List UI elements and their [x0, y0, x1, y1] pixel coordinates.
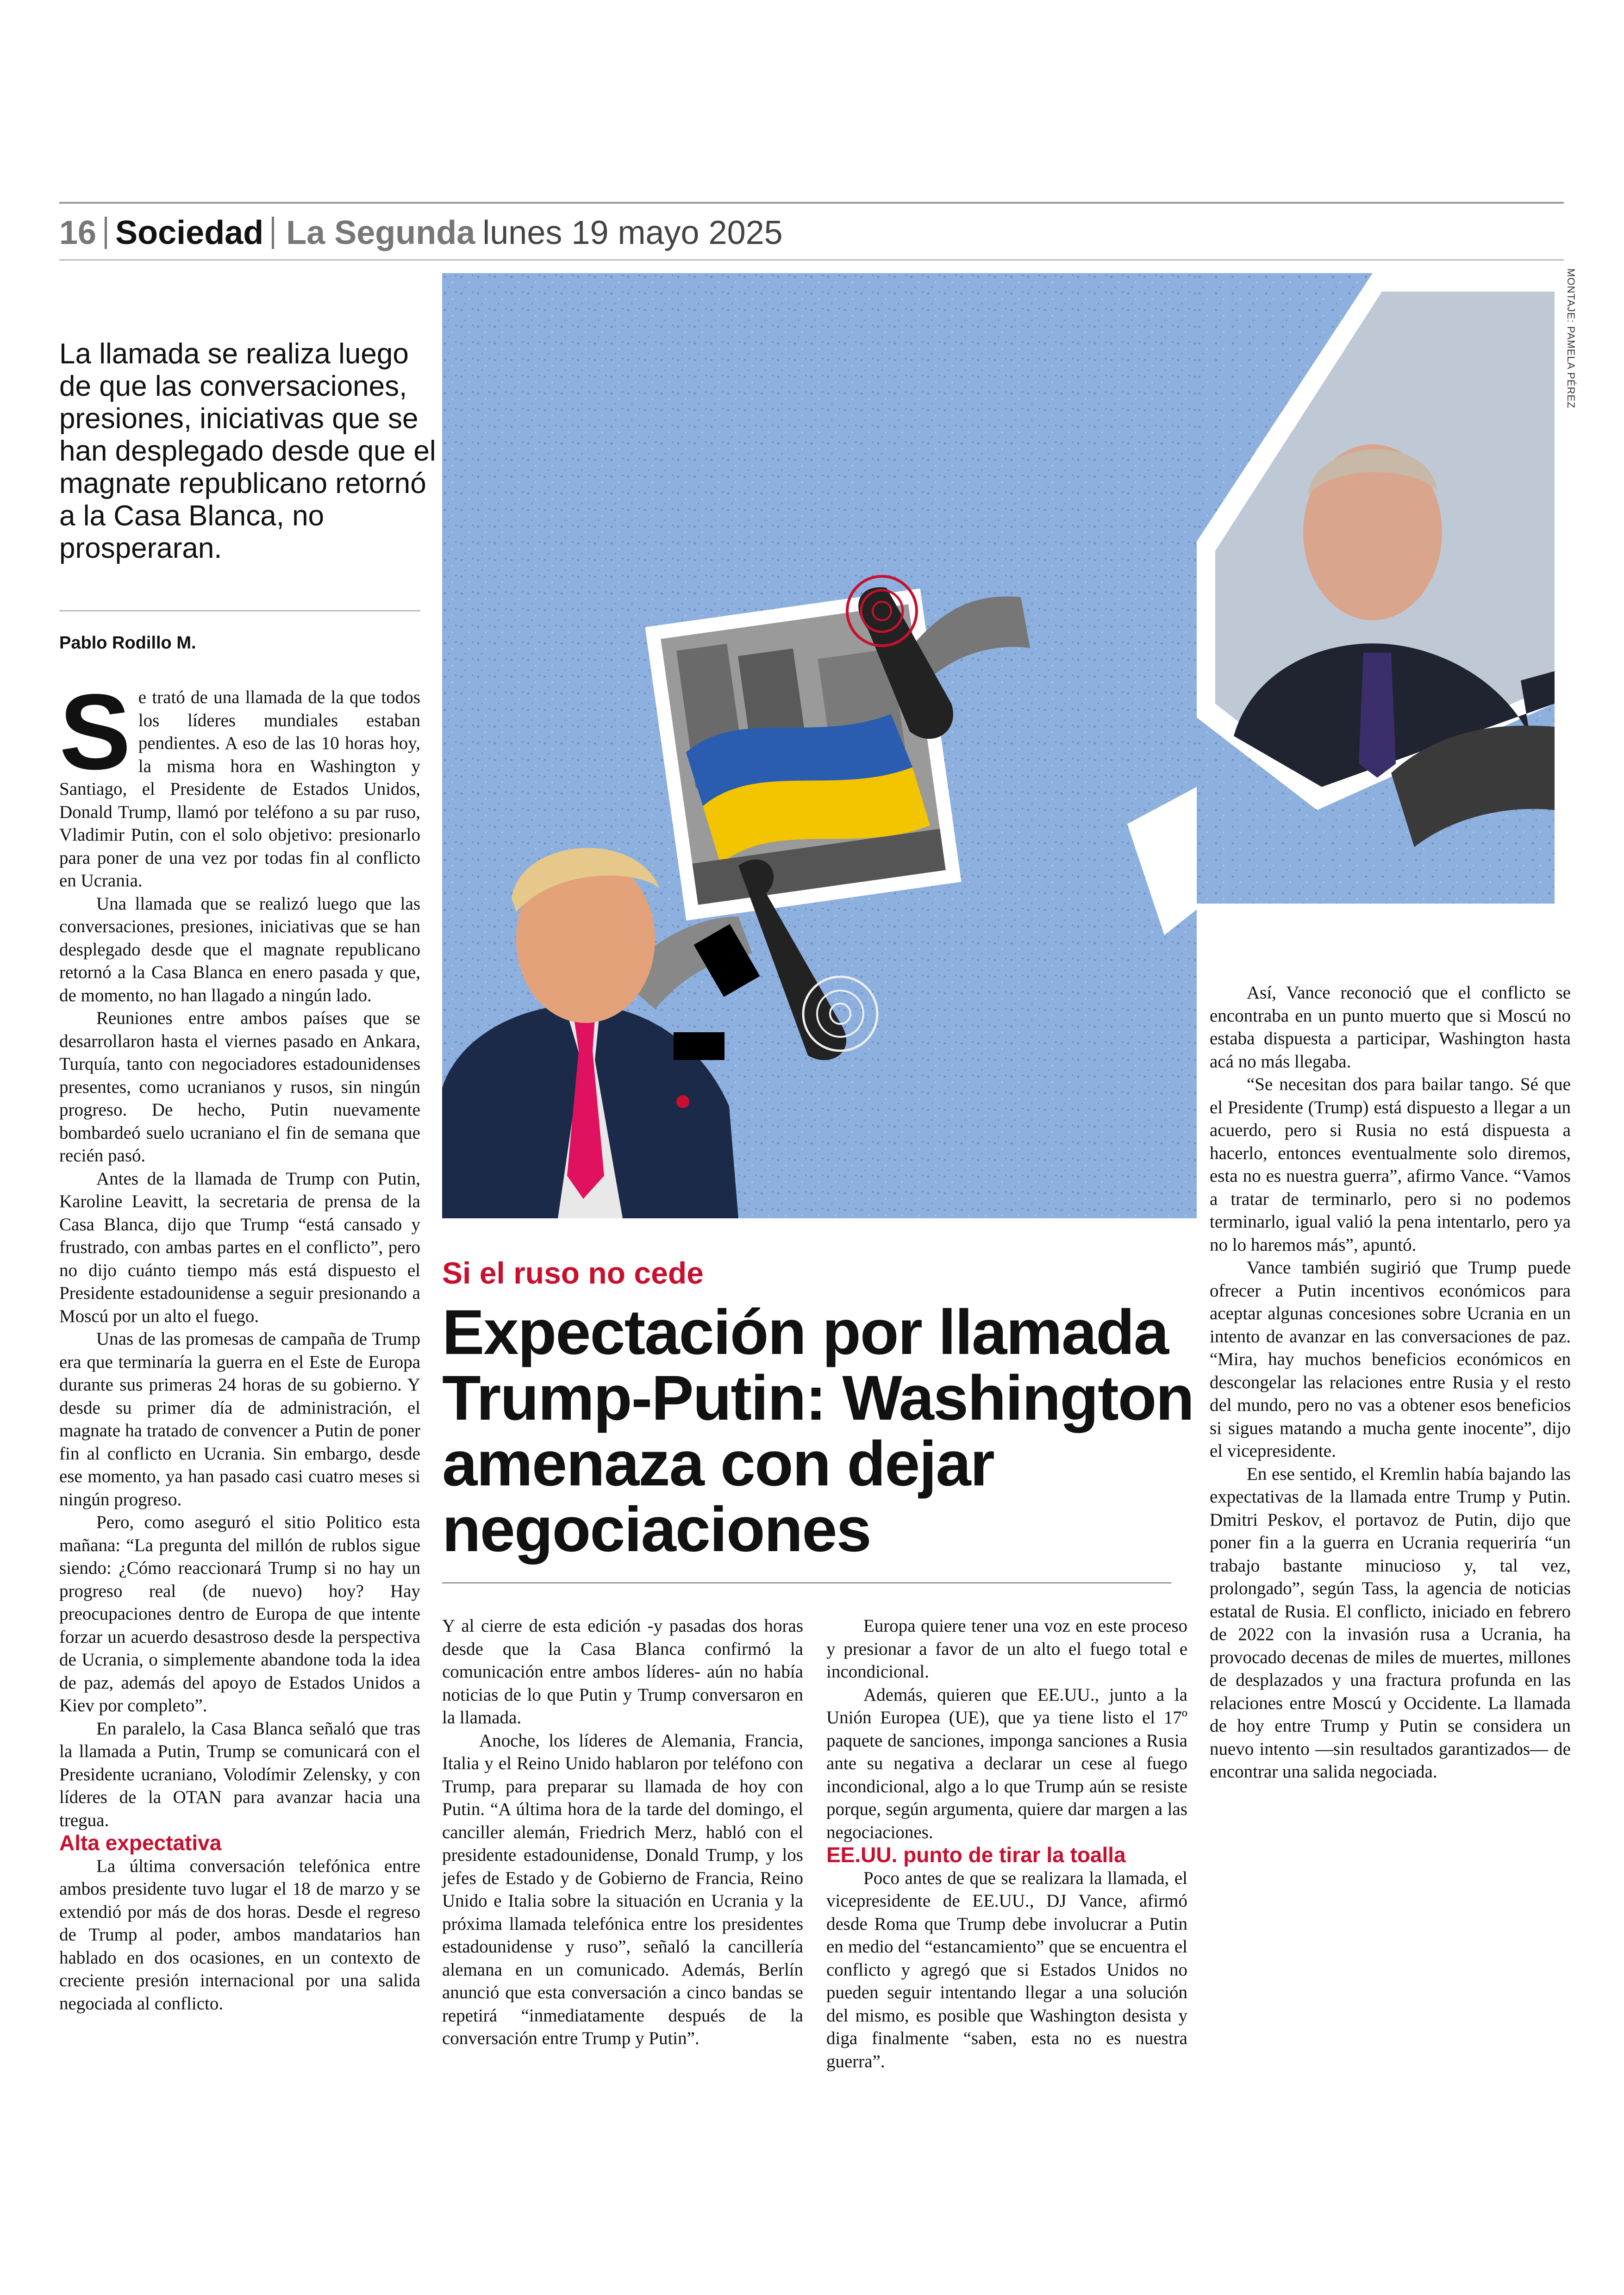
paragraph: Europa quiere tener una voz en este proceso y presionar a favor de un alto el fuego total e incondicional.: [826, 1616, 1187, 1682]
paragraph: Pero, como aseguró el sitio Politico esta mañana: “La pregunta del millón de rublos sigue siendo: ¿Cómo reaccionará Trump si no hay un progreso real (de nuevo) hoy? Hay preocupaciones dentro de Europa de que intente forzar un acuerdo desastroso desde la perspectiva de Ucrania, o simplemente abandone toda la idea de paz, además del apoyo de Estados Unidos a Kiev por completo”.: [59, 1512, 420, 1715]
page-number: 16: [59, 214, 97, 251]
article-column-4: [1210, 981, 1571, 1784]
paragraph: La última conversación telefónica entre ambos presidente tuvo lugar el 18 de marzo y se extendió por más de dos horas. Desde el regreso de Trump al poder, ambos mandatarios han hablado en dos ocasiones, en un contexto de creciente presión internacional por una salida negociada al conflicto.: [59, 1856, 420, 2014]
byline: Pablo Rodillo M.: [59, 633, 196, 653]
article-column-2: [442, 1615, 803, 2050]
paragraph: Poco antes de que se realizara la llamada, el vicepresidente de EE.UU., DJ Vance, afirmó desde Roma que Trump debe involucrar a Putin en medio del “estancamiento” que se encuentra el conflicto y agregó que si Estados Unidos no pueden seguir intentando llegar a una solución del mismo, es posible que Washington desista y diga finalmente “saben, esta no es nuestra guerra”.: [826, 1868, 1187, 2071]
header-divider: [105, 217, 107, 249]
paragraph: Así, Vance reconoció que el conflicto se encontraba en un punto muerto que si Moscú no estaba dispuesta a participar, Washington hasta acá no más llegaba.: [1210, 983, 1571, 1072]
subheading: EE.UU. punto de tirar la toalla: [826, 1843, 1126, 1867]
flag-pin: [676, 1095, 689, 1108]
drop-cap: S: [59, 672, 131, 792]
paragraph: Antes de la llamada de Trump con Putin, Karoline Leavitt, la secretaria de prensa de la Casa Blanca, dijo que Trump “está cansado y frustrado, con ambas partes en el conflicto”, pero no dijo cuánto tiempo más está dispuesto el Presidente estadounidense a seguir presionando a Moscú por un alto el fuego.: [59, 1168, 420, 1326]
header-divider: [272, 217, 274, 249]
photo-illustration: [442, 273, 1197, 1218]
article-column-1: [59, 672, 420, 2015]
paragraph: Además, quieren que EE.UU., junto a la Unión Europea (UE), que ya tiene listo el 17º paquete de sanciones, imponga sanciones a Rusia ante su negativa a declarar un cese al fuego incondicional, algo a lo que Trump aún se resiste porque, según argumenta, quiere dar margen a las negociaciones.: [826, 1684, 1187, 1842]
paragraph: Reuniones entre ambos países que se desarrollaron hasta el viernes pasado en Ankara, Turquía, tanto con negociadores estadounidenses presentes, como ucranianos y rusos, sin ningún progreso. De hecho, Putin nuevamente bombardeó suelo ucraniano el fin de semana que recién pasó.: [59, 1008, 420, 1166]
paragraph: Anoche, los líderes de Alemania, Francia, Italia y el Reino Unido hablaron por teléfono con Trump, para preparar su llamada de hoy con Putin. “A última hora de la tarde del domingo, el canciller alemán, Friedrich Merz, habló con el presidente estadounidense, Donald Trump, y los jefes de Estado y de Gobierno de Francia, Reino Unido e Italia sobre la situación en Ucrania y la próxima llamada telefónica entre los presidentes estadounidense y ruso”, señaló la cancillería alemana en un comunicado. Además, Berlín anunció que esta conversación a cinco bandas se repetirá “inmediatamente después de la conversación entre Trump y Putin”.: [442, 1730, 803, 2048]
putin-photo: [1197, 273, 1555, 904]
subheading: Alta expectativa: [59, 1831, 222, 1855]
paragraph: En ese sentido, el Kremlin había bajando las expectativas de la llamada entre Trump y Putin. Dmitri Peskov, el portavoz de Putin, dijo que poner fin a la guerra en Ucrania requeriría “un trabajo bastante minucioso y, tal vez, prolongado”, según Tass, la agencia de noticias estatal de Rusia. El conflicto, iniciado en febrero de 2022 con la invasión rusa a Ucrania, ha provocado decenas de miles de muertes, millones de desplazados y una fractura profunda en las relaciones entre Moscú y Occidente. La llamada de hoy entre Trump y Putin se considera un nuevo intento —sin resultados garantizados— de encontrar una salida negociada.: [1210, 1464, 1571, 1782]
header-rule: [59, 259, 1564, 261]
kicker: Si el ruso no cede: [442, 1256, 704, 1290]
article-lede: La llamada se realiza luego de que las conversaciones, presiones, iniciativas que se han desplegado desde que el magnate republicano retornó a la Casa Blanca, no prosperaran.: [59, 338, 436, 564]
paragraph: “Se necesitan dos para bailar tango. Sé que el Presidente (Trump) está dispuesto a llegar a un acuerdo, pero si Rusia no está dispuesta a hacerlo, entonces eventualmente solo diremos, esta no es nuestra guerra”, afirmo Vance. “Vamos a tratar de terminarlo, pero si no podemos terminarlo, igual valió la pena intentarlo, pero ya no lo haremos más”, apuntó.: [1210, 1074, 1571, 1255]
headline: Expectación por llamada Trump-Putin: Washington amenaza con dejar negociaciones: [442, 1297, 1194, 1565]
top-rule: [59, 202, 1564, 204]
headline-rule: [442, 1582, 1171, 1584]
article-column-3: [826, 1615, 1187, 2073]
paragraph: Y al cierre de esta edición -y pasadas dos horas desde que la Casa Blanca confirmó la comunicación entre ambos líderes- aún no había noticias de lo que Putin y Trump conversaron en la llamada.: [442, 1616, 803, 1727]
paragraph: Unas de las promesas de campaña de Trump era que terminaría la guerra en el Este de Europa durante sus primeras 24 horas de su gobierno. Y desde su primer día de administración, el magnate ha tratado de convencer a Putin de poner fin al conflicto en Ucrania. Sin embargo, desde ese momento, ya han pasado casi cuatro meses si ningún progreso.: [59, 1329, 420, 1509]
photo-credit: MONTAJE: PAMELA PÉREZ: [1565, 268, 1577, 409]
issue-date: lunes 19 mayo 2025: [482, 214, 783, 251]
newspaper-name: La Segunda: [286, 214, 475, 251]
paragraph: Se trató de una llamada de la que todos los líderes mundiales estaban pendientes. A eso de las 10 horas hoy, la misma hora en Washington y Santiago, el Presidente de Estados Unidos, Donald Trump, llamó por teléfono a su par ruso, Vladimir Putin, con el solo objetivo: presionarlo para poner de una vez por todas fin al conflicto en Ucrania.: [59, 672, 420, 891]
section-name: Sociedad: [115, 214, 264, 251]
paragraph: Una llamada que se realizó luego que las conversaciones, presiones, iniciativas que se han desplegado desde que el magnate republicano retornó a la Casa Blanca en enero pasada y que, de momento, no han llagado a ningún lado.: [59, 893, 420, 1005]
paragraph: Vance también sugirió que Trump puede ofrecer a Putin incentivos económicos para aceptar algunas concesiones sobre Ucrania en un intento de avanzar en las conversaciones de paz. “Mira, hay muchos beneficios económicos en descongelar las relaciones entre Rusia y el resto del mundo, pero no vas a obtener esos beneficios si sigues matando a mucha gente inocente”, dijo el vicepresidente.: [1210, 1258, 1571, 1461]
page-header: [59, 207, 783, 258]
paragraph: En paralelo, la Casa Blanca señaló que tras la llamada a Putin, Trump se comunicará con el Presidente ucraniano, Volodímir Zelensky, y con líderes de la OTAN para avanzar hacia una tregua.: [59, 1718, 420, 1830]
putin-tie: [1359, 653, 1396, 778]
lede-rule: [59, 610, 420, 611]
collage-svg: [442, 273, 1197, 1218]
